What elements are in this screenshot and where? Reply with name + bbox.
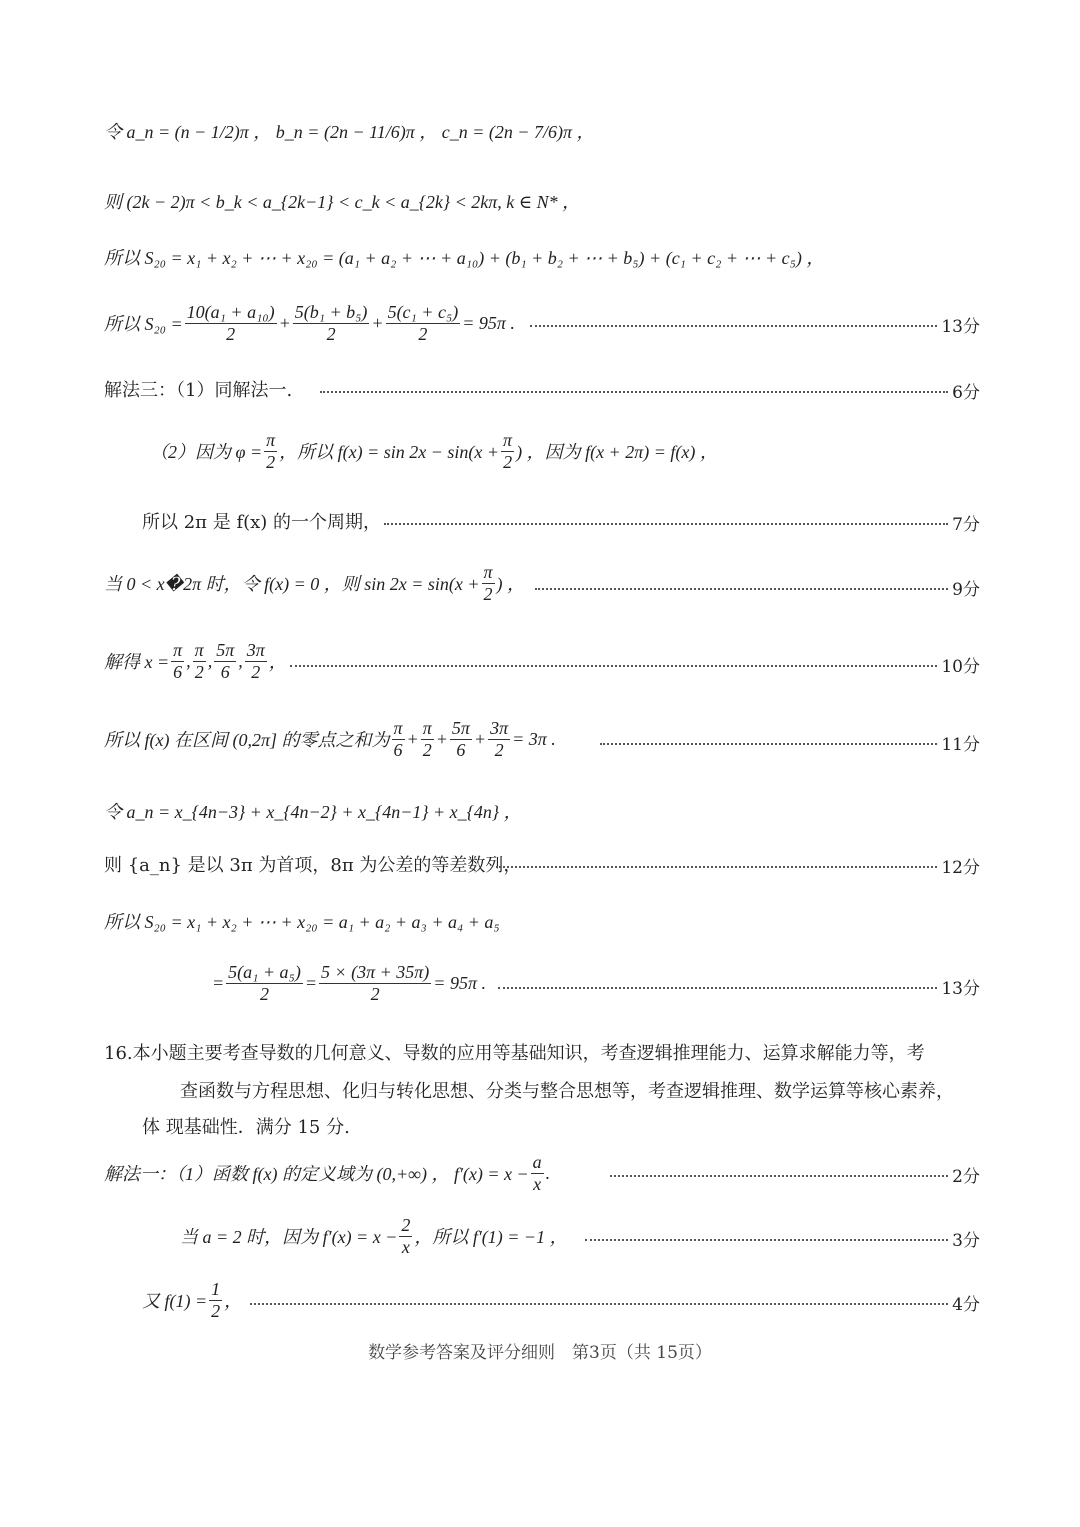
line-inequality [104, 188, 580, 214]
fraction [209, 1279, 222, 1321]
text-segment: = 95π . [433, 972, 486, 993]
fraction-numerator: π [194, 640, 204, 660]
line-zero-sum: 所以 f(x) 在区间 (0,2π] 的零点之和为 $\frac{\pi}{6}$ + $\frac{\pi}{2}$ + $\frac{5\pi}{6}$ + $\frac{3\pi}{2}$ = 3π . [104, 718, 556, 760]
line-domain-derivative [104, 1152, 550, 1194]
text-segment: 16.本小题主要考查导数的几何意义、导数的应用等基础知识，考查逻辑推理能力、运算求解能力等，考 [104, 1043, 925, 1064]
line-a-equals-2 [180, 1215, 568, 1257]
line-zero-equation [104, 562, 525, 604]
text-segment: 则 {a_n} 是以 3π 为首项，8π 为公差的等差数列， [104, 855, 522, 876]
fraction-denominator: 6 [456, 739, 466, 760]
fraction [488, 718, 510, 760]
dot-leader [496, 866, 937, 868]
fraction-denominator: 2 [266, 451, 276, 472]
text-segment: 又 f(1) = [142, 1291, 208, 1312]
fraction [482, 562, 495, 604]
dot-leader [585, 1239, 948, 1241]
fraction-numerator: 1 [211, 1279, 221, 1299]
fraction [171, 640, 184, 682]
line-f1-value [142, 1279, 242, 1321]
fraction [293, 302, 370, 344]
text-segment: 所以 S₂₀ = [104, 314, 183, 335]
fraction-numerator: 5(b₁ + b₅) [294, 302, 368, 322]
score-points: 10分 [941, 657, 980, 677]
score-points: 13分 [941, 979, 980, 999]
fraction-denominator: 6 [220, 661, 230, 682]
line-sum-split [104, 244, 824, 270]
text-segment: 所以 f(x) 在区间 (0,2π] 的零点之和为 [104, 730, 390, 751]
text-segment: ) ，因为 f(x + 2π) = f(x) ， [516, 442, 718, 463]
fraction-denominator: 2 [211, 1300, 221, 1321]
line-define-an [104, 798, 522, 824]
score-line-2 [610, 1162, 980, 1187]
dot-leader [610, 1175, 948, 1177]
fraction-numerator: 2 [401, 1215, 411, 1235]
score-points: 13分 [941, 317, 980, 337]
fraction-numerator: π [483, 562, 493, 582]
line-arithmetic-seq [104, 851, 521, 877]
fraction [214, 640, 236, 682]
line-define-sequences [104, 118, 595, 144]
text-segment: 解法三：（1）同解法一. [104, 380, 293, 401]
score-points: 3分 [952, 1231, 980, 1251]
fraction-numerator: 5(a₁ + a₅) [228, 962, 301, 982]
dot-leader [290, 665, 937, 667]
fraction-numerator: 3π [246, 640, 265, 660]
text-segment: ) ， [496, 574, 526, 595]
dot-leader [384, 523, 948, 525]
line-method-three [104, 376, 292, 402]
fraction-denominator: 2 [422, 739, 432, 760]
text-segment: 当 0 < x�2π 时，令 f(x) = 0 ，则 sin 2x = sin(x + [104, 574, 480, 595]
line-phi-given [150, 430, 718, 472]
fraction [421, 718, 434, 760]
score-points: 7分 [952, 515, 980, 535]
fraction-denominator: 6 [393, 739, 403, 760]
fraction-denominator: 2 [494, 739, 504, 760]
text-segment: . [545, 1162, 551, 1183]
text-segment: 解法一：（1）函数 f(x) 的定义域为 (0,+∞) ， f′(x) = x − [104, 1164, 529, 1185]
text-segment: 查函数与方程思想、化归与转化思想、分类与整合思想等，考查逻辑推理、数学运算等核心素养， [180, 1081, 954, 1102]
q16-intro-line-1 [104, 1039, 925, 1065]
fraction-numerator: 5π [451, 718, 470, 738]
fraction [193, 640, 206, 682]
q16-intro-line-2 [180, 1077, 954, 1103]
score-line-4 [250, 1290, 980, 1315]
dot-leader [250, 1303, 948, 1305]
dot-leader [498, 987, 937, 989]
score-points: 4分 [952, 1295, 980, 1315]
dot-leader [600, 743, 937, 745]
fraction-denominator: 2 [226, 323, 236, 344]
text-segment: 当 a = 2 时，因为 f′(x) = x − [180, 1227, 398, 1248]
fraction-numerator: a [532, 1152, 542, 1172]
fraction-denominator: 2 [483, 583, 493, 604]
text-segment: 则 (2k − 2)π < b_k < a_{2k−1} < c_k < a_{2k} < 2kπ, k ∈ N* ， [104, 192, 581, 212]
fraction-denominator: 2 [418, 323, 428, 344]
text-segment: = 95π . [462, 312, 515, 333]
fraction-denominator: 2 [370, 983, 380, 1004]
fraction [319, 962, 431, 1004]
line-final-sum [212, 962, 486, 1004]
text-segment: 所以 2π 是 f(x) 的一个周期， [142, 512, 382, 533]
fraction [531, 1152, 544, 1194]
text-segment: = [304, 972, 317, 993]
fraction-numerator: 5 × (3π + 35π) [320, 962, 430, 982]
text-segment: 令 a_n = x_{4n−3} + x_{4n−2} + x_{4n−1} + x_{4n} ， [104, 802, 522, 822]
fraction [501, 430, 514, 472]
fraction-numerator: π [173, 640, 183, 660]
text-segment: ， [224, 1291, 243, 1312]
text-segment: ，所以 f(x) = sin 2x − sin(x + [279, 442, 500, 463]
dot-leader [535, 588, 948, 590]
score-line-9 [535, 575, 980, 600]
fraction-denominator: 2 [326, 323, 336, 344]
fraction-numerator: π [393, 718, 403, 738]
text-segment: ，所以 f′(1) = −1 ， [414, 1227, 568, 1248]
line-sum-an [104, 908, 500, 934]
fraction-denominator: 6 [173, 661, 183, 682]
fraction-numerator: 10(a₁ + a₁₀) [186, 302, 275, 322]
fraction-denominator: x [533, 1173, 542, 1194]
text-segment: 体 现基础性．满分 15 分. [142, 1117, 350, 1138]
fraction-denominator: 2 [259, 983, 269, 1004]
fraction-numerator: 5(c₁ + c₅) [387, 302, 459, 322]
fraction [245, 640, 267, 682]
score-points: 12分 [941, 858, 980, 878]
text-segment: 令 a_n = (n − 1/2)π ， b_n = (2n − 11/6)π ， c_n = (2n − 7/6)π ， [104, 122, 595, 142]
score-line-10 [290, 652, 980, 677]
fraction [450, 718, 472, 760]
fraction-numerator: π [266, 430, 276, 450]
text-segment: （2）因为 φ = [150, 442, 263, 463]
score-points: 11分 [941, 735, 980, 755]
text-segment: = 3π . [512, 728, 556, 749]
fraction [392, 718, 405, 760]
text-segment: 所以 S₂₀ = x₁ + x₂ + ⋯ + x₂₀ = (a₁ + a₂ + ⋯ + a₁₀) + (b₁ + b₂ + ⋯ + b₅) + (c₁ + c₂ + ⋯ + c₅) ， [104, 248, 825, 268]
fraction [264, 430, 277, 472]
fraction [185, 302, 277, 344]
score-points: 6分 [952, 383, 980, 403]
line-sum-result: 所以 S₂₀ = $\frac{\text{10(a₁ + a₁₀)}}{2}$ + $\frac{\text{5(b₁ + b₅)}}{2}$ + $\frac{\text{5(c₁ + c₅)}}{2}$ = 95π . [104, 302, 515, 344]
text-segment: 解得 x = [104, 652, 170, 673]
score-line-6 [320, 378, 980, 403]
score-line-13b [498, 974, 980, 999]
fraction [226, 962, 303, 1004]
fraction-numerator: 3π [490, 718, 509, 738]
fraction-denominator: 2 [503, 451, 513, 472]
score-points: 2分 [952, 1167, 980, 1187]
line-solutions: 解得 x = $\frac{\pi}{6}$ , $\frac{\pi}{2}$ , $\frac{5\pi}{6}$ , $\frac{3\pi}{2}$ ， [104, 640, 287, 682]
text-segment: 所以 S₂₀ = x₁ + x₂ + ⋯ + x₂₀ = a₁ + a₂ + a₃ + a₄ + a₅ [104, 912, 500, 932]
fraction [386, 302, 461, 344]
score-line-7 [384, 510, 980, 535]
score-line-11 [600, 730, 980, 755]
fraction-numerator: π [503, 430, 513, 450]
score-line-12 [496, 853, 980, 878]
fraction-denominator: 2 [194, 661, 204, 682]
dot-leader [530, 325, 937, 327]
fraction-denominator: 2 [251, 661, 261, 682]
dot-leader [320, 391, 948, 393]
page-footer: 数学参考答案及评分细则 第3页（共 15页） [368, 1343, 712, 1363]
score-line-3 [585, 1226, 980, 1251]
fraction [399, 1215, 412, 1257]
line-period [142, 508, 381, 534]
fraction-numerator: π [422, 718, 432, 738]
score-points: 9分 [952, 580, 980, 600]
score-line-13 [530, 312, 980, 337]
fraction-denominator: x [401, 1236, 410, 1257]
fraction-numerator: 5π [216, 640, 235, 660]
text-segment: ， [268, 652, 287, 673]
q16-intro-line-3 [142, 1113, 350, 1139]
text-segment: = [212, 972, 225, 993]
